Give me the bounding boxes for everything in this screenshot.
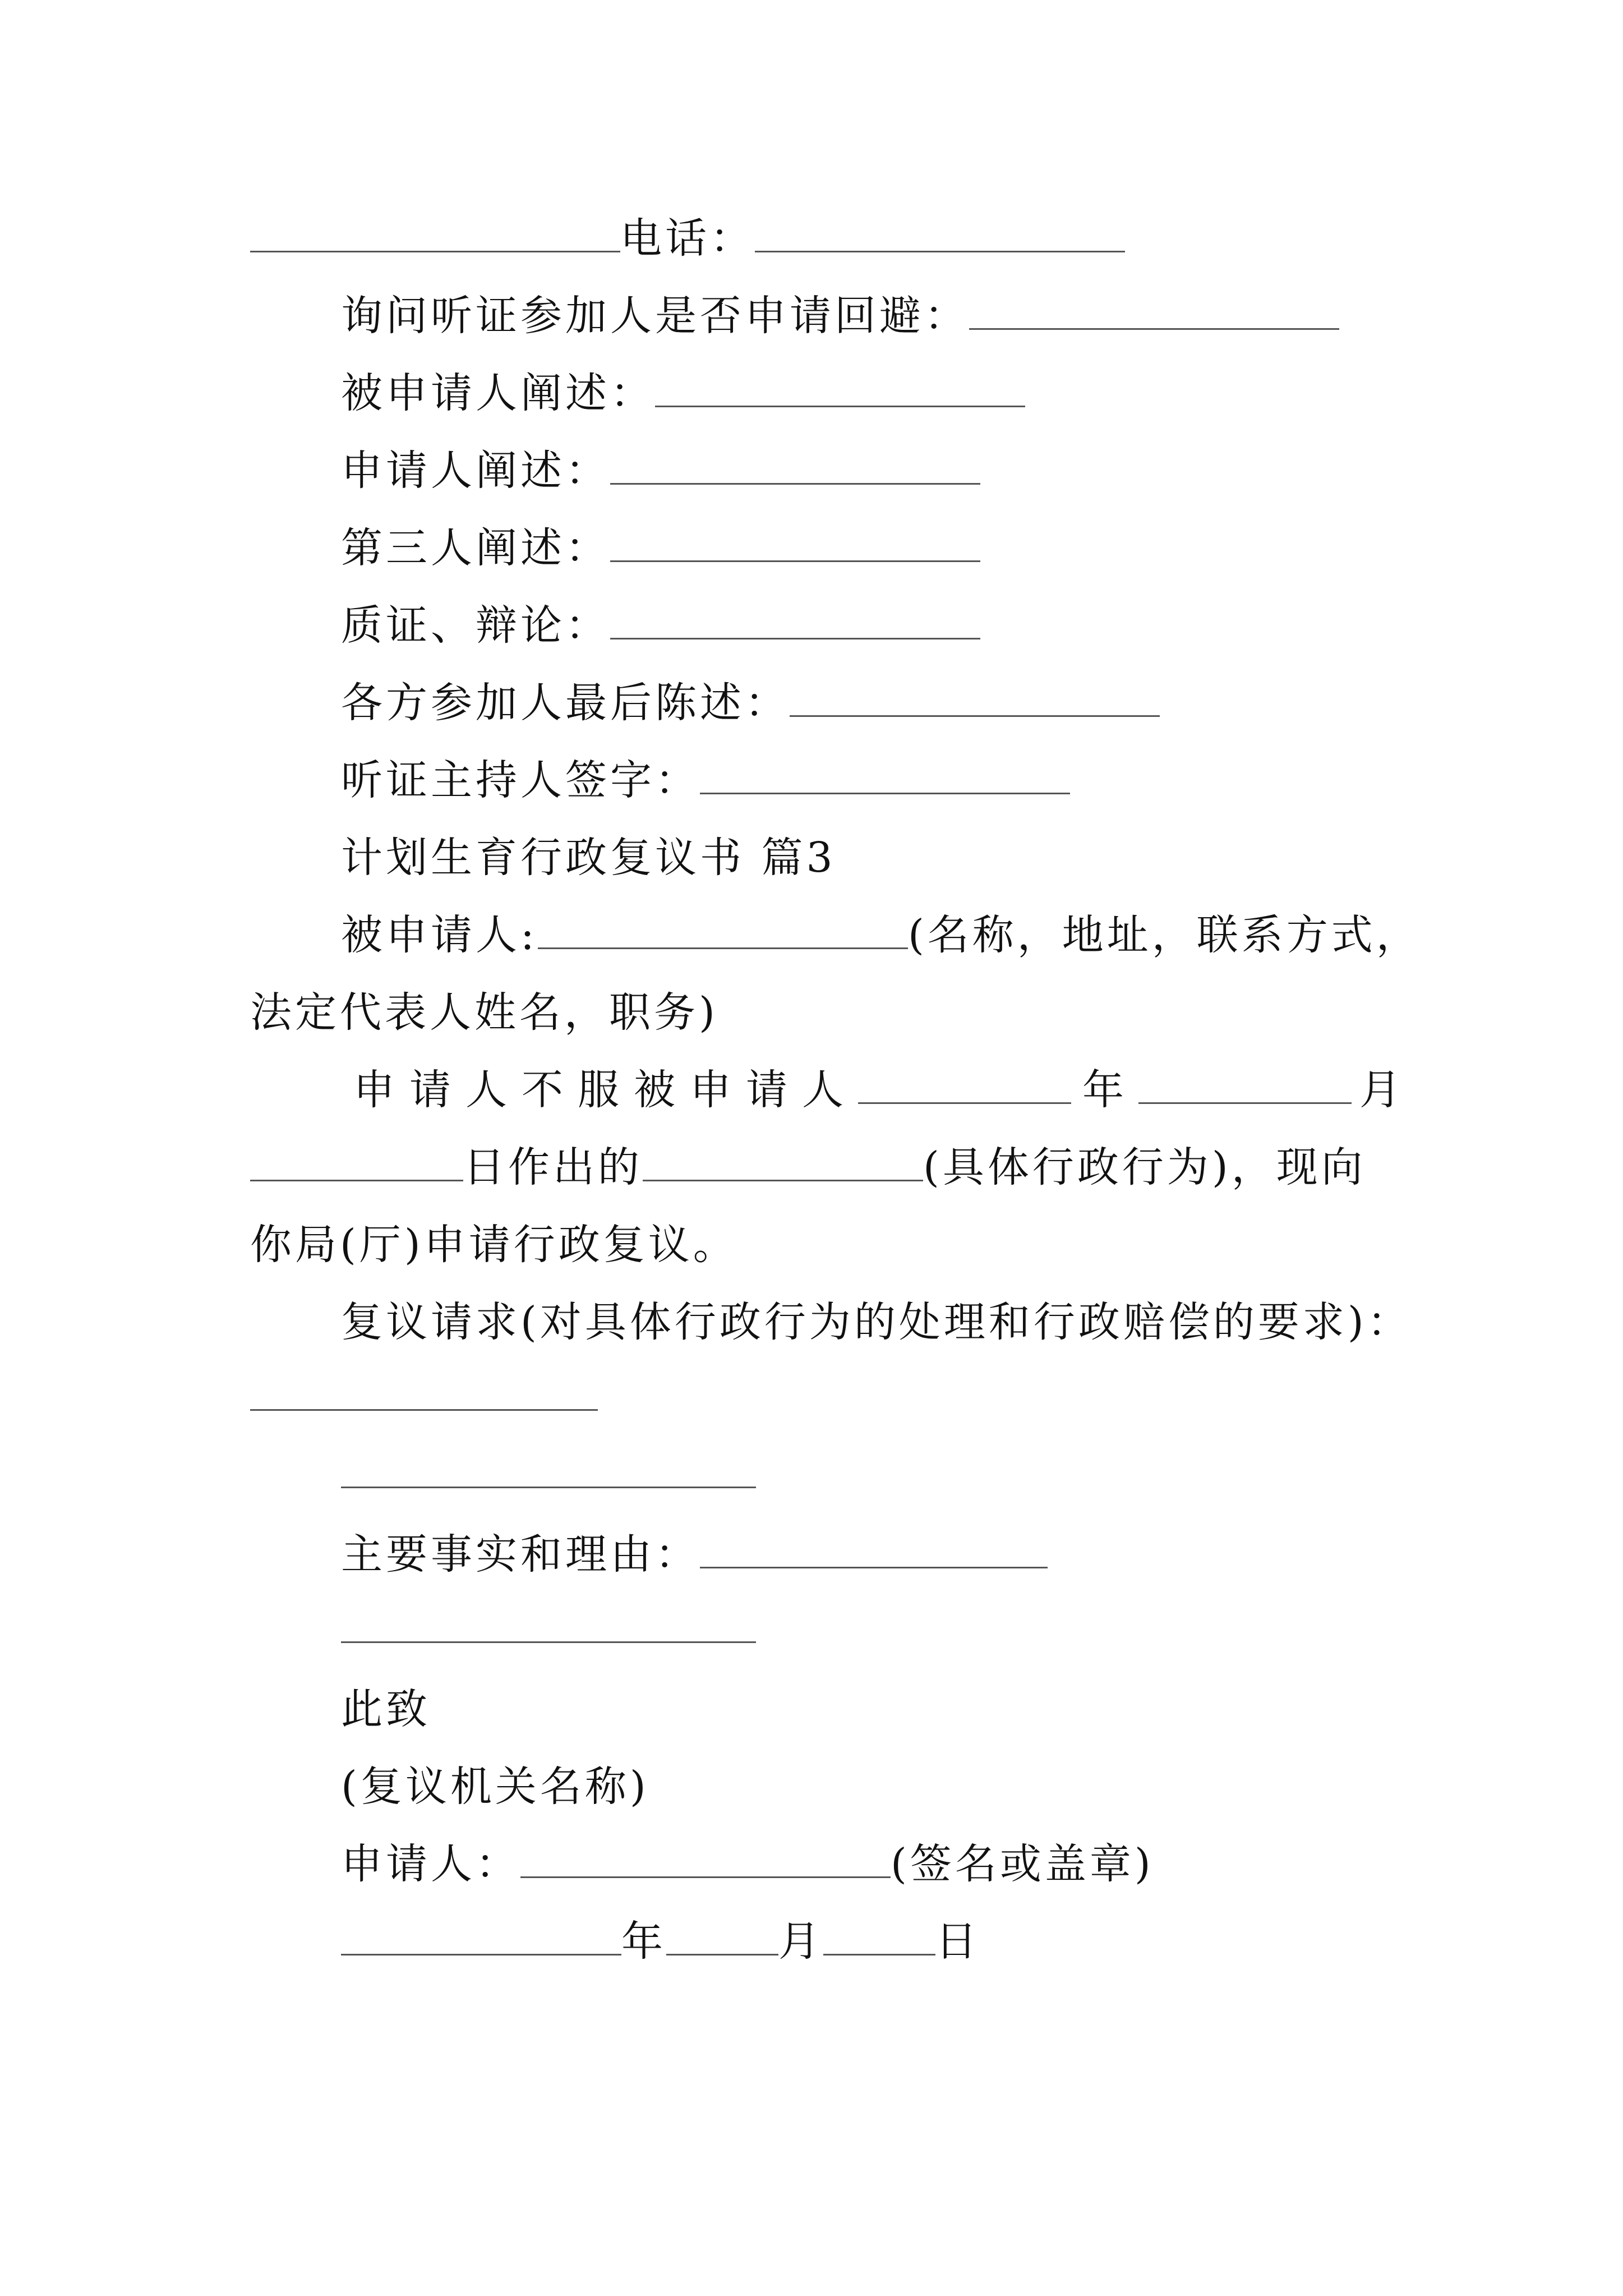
host-signature-blank: [700, 758, 1070, 794]
date-month-blank: [666, 1920, 778, 1955]
authority-name: (复议机关名称): [341, 1763, 649, 1811]
specific-act-label: (具体行政行为)，现向: [923, 1143, 1366, 1191]
year-label: 年: [1082, 1066, 1127, 1114]
respondent-line: [0, 910, 1623, 960]
sign-seal-label: (签名或盖章): [891, 1840, 1154, 1888]
day-made-label: 日作出的: [463, 1143, 643, 1191]
host-signature-label: 听证主持人签字：: [341, 756, 700, 804]
final-statement-line: [0, 678, 1623, 728]
third-party-blank: [610, 526, 980, 562]
final-statement-label: 各方参加人最后陈述：: [341, 679, 790, 727]
ask-recusal-line: [0, 291, 1623, 341]
phone-blank: [755, 217, 1125, 252]
date-day-label: 日: [935, 1917, 980, 1966]
cross-exam-line: [0, 600, 1623, 651]
section-title: [0, 832, 1623, 883]
respondent-statement-label: 被申请人阐述：: [341, 369, 655, 417]
phone-label: 电话：: [620, 214, 755, 263]
facts-reasons-blank: [700, 1533, 1048, 1568]
review-request-text: 复议请求(对具体行政行为的处理和行政赔偿的要求)：: [341, 1298, 1412, 1346]
respondent-statement-line: [0, 368, 1623, 418]
respondent-statement-blank: [655, 371, 1025, 407]
facts-reasons-label: 主要事实和理由：: [341, 1530, 700, 1579]
date-day-blank: [823, 1920, 935, 1955]
third-party-line: [0, 523, 1623, 573]
review-request-line: [0, 1297, 1623, 1347]
salutation-text: 此致: [341, 1685, 431, 1733]
salutation-line: [0, 1684, 1623, 1734]
applicant-label: 申请人：: [341, 1840, 520, 1888]
not-accept-prefix: 申请人不服被申请人: [353, 1066, 858, 1114]
ask-recusal-blank: [969, 294, 1339, 330]
final-statement-blank: [790, 681, 1160, 717]
facts-reasons-blank-2: [341, 1641, 756, 1643]
review-request-blank-2: [341, 1487, 756, 1488]
third-party-label: 第三人阐述：: [341, 524, 610, 572]
section-title-text: 计划生育行政复议书 篇3: [341, 834, 836, 882]
date-year-blank: [341, 1920, 621, 1955]
cross-exam-label: 质证、辩论：: [341, 601, 610, 650]
facts-reasons-line: [0, 1529, 1623, 1580]
month-label: 月: [1359, 1066, 1404, 1114]
not-accept-line: [0, 1065, 1623, 1115]
month-blank: [1138, 1068, 1352, 1104]
applicant-sign-line: [0, 1839, 1623, 1889]
respondent-blank: [538, 913, 908, 949]
respondent-note-cont-line: [0, 987, 1623, 1038]
apply-review-text: 你局(厅)申请行政复议。: [250, 1221, 738, 1269]
respondent-note: (名称，地址，联系方式，: [907, 911, 1421, 959]
host-signature-line: [0, 755, 1623, 806]
day-made-line: [0, 1142, 1623, 1193]
authority-line: [0, 1761, 1623, 1812]
year-blank: [858, 1068, 1071, 1104]
respondent-label: 被申请人:: [341, 911, 538, 959]
review-request-blank-1: [250, 1409, 598, 1411]
applicant-statement-label: 申请人阐述：: [341, 447, 610, 495]
cross-exam-blank: [610, 604, 980, 639]
apply-review-line: [0, 1220, 1623, 1270]
date-year-label: 年: [621, 1917, 666, 1966]
applicant-statement-line: [0, 445, 1623, 496]
act-blank: [643, 1145, 923, 1181]
date-month-label: 月: [778, 1917, 823, 1966]
day-blank: [250, 1145, 463, 1181]
date-line: [0, 1916, 1623, 1967]
ask-recusal-label: 询问听证参加人是否申请回避：: [341, 292, 969, 340]
applicant-blank: [520, 1842, 891, 1878]
respondent-note-cont: 法定代表人姓名，职务): [250, 988, 718, 1037]
applicant-statement-blank: [610, 449, 980, 485]
blank-field: [250, 217, 620, 252]
phone-line: [0, 213, 1623, 264]
